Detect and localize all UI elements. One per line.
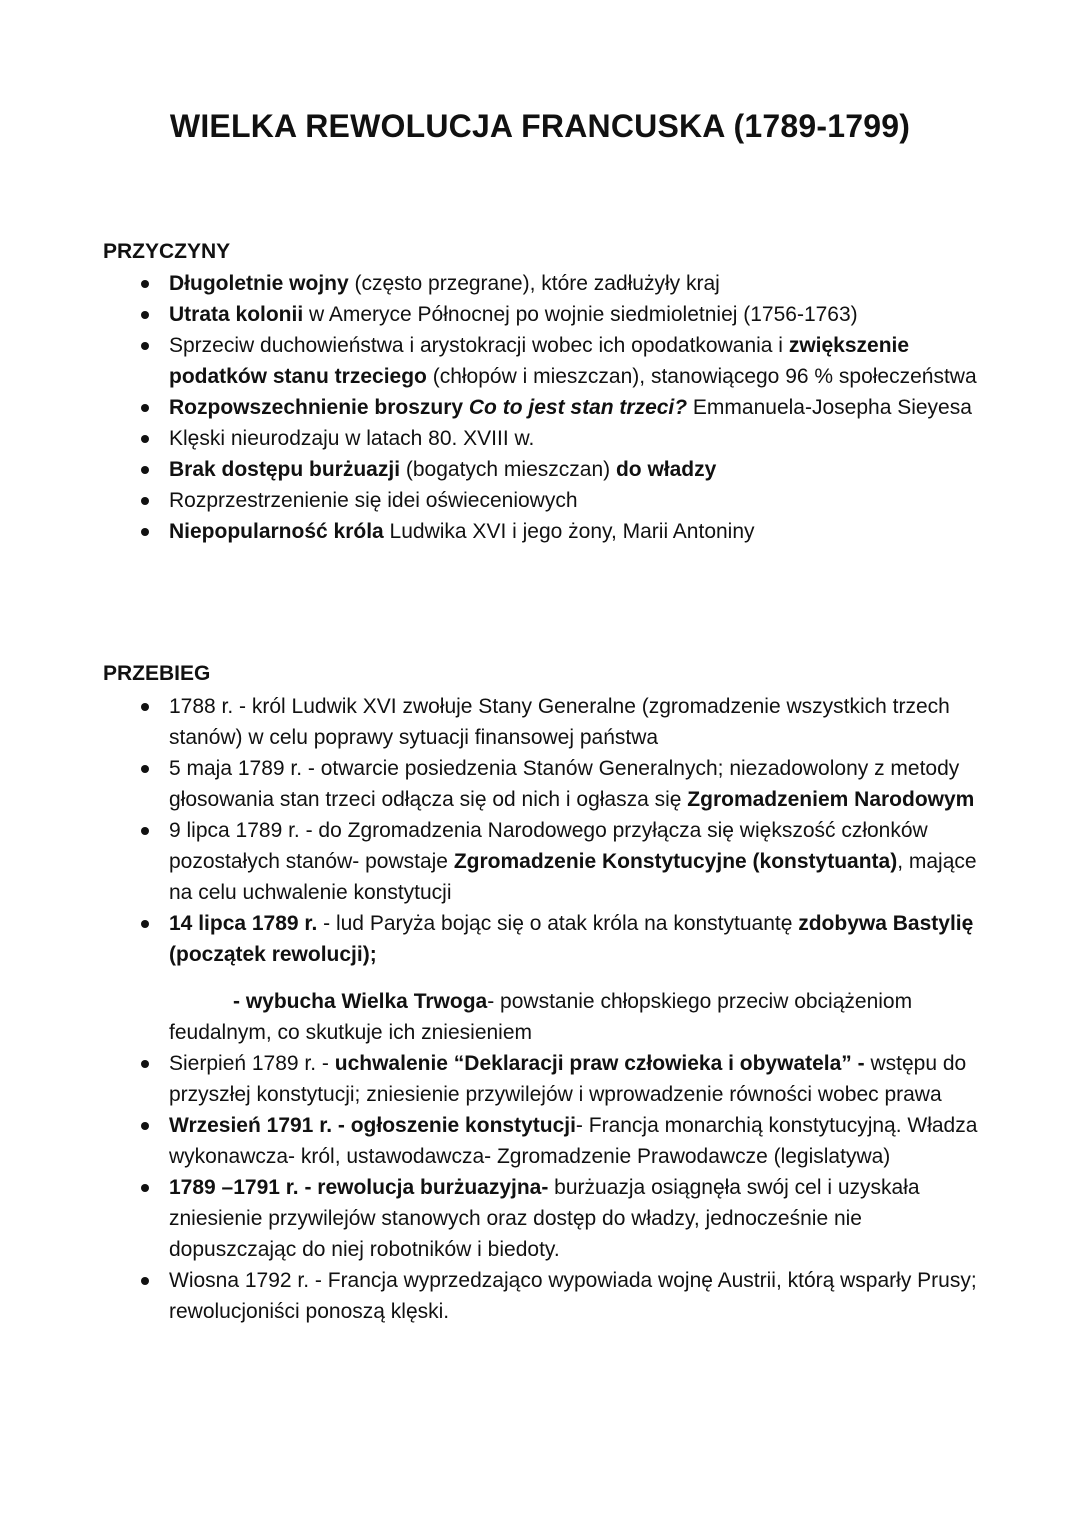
list-item: Sprzeciw duchowieństwa i arystokracji wobec ich opodatkowania i zwiększenie podatków stanu trzeciego (chłopów i mieszczan), stanowiącego 96 % społeczeństwa bbox=[103, 330, 983, 392]
list-item: 1788 r. - król Ludwik XVI zwołuje Stany Generalne (zgromadzenie wszystkich trzech stanów) w celu poprawy sytuacji finansowej państwa bbox=[103, 691, 983, 753]
list-item-continuation: - wybucha Wielka Trwoga- powstanie chłopskiego przeciw obciążeniom feudalnym, co skutkuje ich zniesieniem bbox=[169, 990, 913, 1044]
section-heading-causes: PRZYCZYNY bbox=[103, 240, 231, 263]
list-item: Rozprzestrzenienie się idei oświeceniowych bbox=[103, 485, 983, 516]
list-item: Niepopularność króla Ludwika XVI i jego żony, Marii Antoniny bbox=[103, 516, 983, 547]
document-title: WIELKA REWOLUCJA FRANCUSKA (1789-1799) bbox=[169, 108, 911, 144]
list-item: Sierpień 1789 r. - uchwalenie “Deklaracji praw człowieka i obywatela” - wstępu do przyszłej konstytucji; zniesienie przywilejów i wprowadzenie równości wobec prawa bbox=[103, 1048, 983, 1110]
list-item: Brak dostępu burżuazji (bogatych mieszczan) do władzy bbox=[103, 454, 983, 485]
list-item: Klęski nieurodzaju w latach 80. XVIII w. bbox=[103, 423, 983, 454]
list-item: Wiosna 1792 r. - Francja wyprzedzająco wypowiada wojnę Austrii, którą wsparły Prusy; rewolucjoniści ponoszą klęski. bbox=[103, 1265, 983, 1327]
list-item: Wrzesień 1791 r. - ogłoszenie konstytucji- Francja monarchią konstytucyjną. Władza wykonawcza- król, ustawodawcza- Zgromadzenie Prawodawcze (legislatywa) bbox=[103, 1110, 983, 1172]
list-item: 14 lipca 1789 r. - lud Paryża bojąc się o atak króla na konstytuantę zdobywa Bastylię (początek rewolucji); bbox=[103, 908, 983, 970]
list-item: Rozpowszechnienie broszury Co to jest stan trzeci? Emmanuela-Josepha Sieyesa bbox=[103, 392, 983, 423]
list-item: 1789 –1791 r. - rewolucja burżuazyjna- burżuazja osiągnęła swój cel i uzyskała zniesienie przywilejów stanowych oraz dostęp do władzy, jednocześnie nie dopuszczając do niej robotników i biedoty. bbox=[103, 1172, 983, 1265]
section-heading-course: PRZEBIEG bbox=[103, 662, 211, 685]
course-list bbox=[103, 691, 983, 1327]
list-spacer bbox=[103, 970, 983, 986]
list-item: Utrata kolonii w Ameryce Północnej po wojnie siedmioletniej (1756-1763) bbox=[103, 299, 983, 330]
list-item: 9 lipca 1789 r. - do Zgromadzenia Narodowego przyłącza się większość członków pozostałych stanów- powstaje Zgromadzenie Konstytucyjne (konstytuanta), mające na celu uchwalenie konstytucji bbox=[103, 815, 983, 908]
list-item: Długoletnie wojny (często przegrane), które zadłużyły kraj bbox=[103, 268, 983, 299]
list-item: 5 maja 1789 r. - otwarcie posiedzenia Stanów Generalnych; niezadowolony z metody głosowania stan trzeci odłącza się od nich i ogłasza się Zgromadzeniem Narodowym bbox=[103, 753, 983, 815]
causes-list bbox=[103, 268, 983, 547]
